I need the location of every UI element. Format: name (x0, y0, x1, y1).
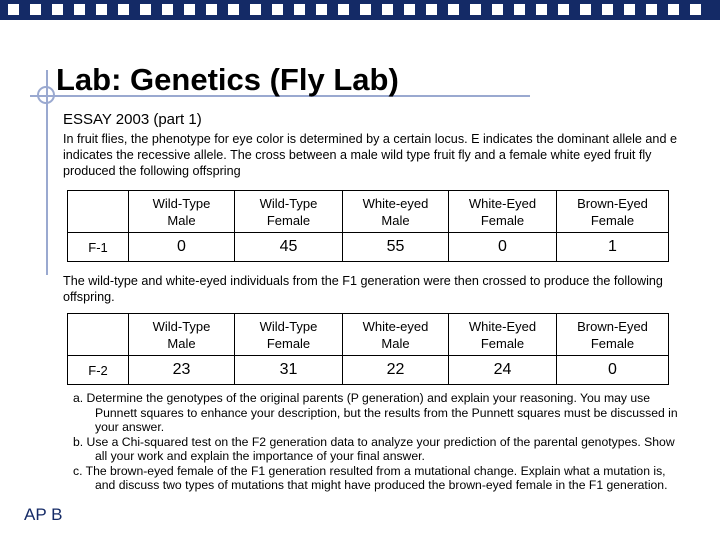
bar-square (426, 4, 437, 15)
data-cell: 31 (235, 356, 343, 385)
bar-square (118, 4, 129, 15)
table-row (68, 233, 669, 262)
slide-title: Lab: Genetics (Fly Lab) (56, 62, 399, 97)
bar-square (272, 4, 283, 15)
data-cell: 45 (235, 233, 343, 262)
question-list (66, 391, 686, 493)
data-cell: 1 (557, 233, 669, 262)
bar-square (646, 4, 657, 15)
bar-square (514, 4, 525, 15)
column-header: Wild-Type Male (129, 191, 235, 233)
footer-label: AP B (24, 505, 63, 524)
bar-square (250, 4, 261, 15)
data-cell: 24 (449, 356, 557, 385)
bar-square (580, 4, 591, 15)
column-header: Wild-Type Male (129, 314, 235, 356)
bar-square (624, 4, 635, 15)
data-cell: 0 (449, 233, 557, 262)
data-cell: 55 (343, 233, 449, 262)
empty-header-cell (68, 314, 129, 356)
bar-square (470, 4, 481, 15)
top-decorative-bar (0, 0, 720, 20)
bar-square (140, 4, 151, 15)
row-label: F-2 (68, 356, 129, 385)
column-header: Brown-Eyed Female (557, 314, 669, 356)
bar-square (448, 4, 459, 15)
data-cell: 22 (343, 356, 449, 385)
data-cell: 0 (129, 233, 235, 262)
bar-square (228, 4, 239, 15)
column-header: White-Eyed Female (449, 191, 557, 233)
bar-square (52, 4, 63, 15)
column-header: Brown-Eyed Female (557, 191, 669, 233)
bar-square (30, 4, 41, 15)
question-a: a. Determine the genotypes of the original parents (P generation) and explain your reasoning. You may use Punnett squares to enhance your description, but the results from the Punnett squares must be discussed in your answer. (73, 391, 678, 434)
column-header: White-Eyed Female (449, 314, 557, 356)
empty-header-cell (68, 191, 129, 233)
question-c: c. The brown-eyed female of the F1 generation resulted from a mutational change. Explain what a mutation is, and discuss two types of mutations that might have produced the brown-eyed female in the F1 generation. (73, 463, 668, 492)
f2-results-table (67, 313, 669, 385)
bar-square (690, 4, 701, 15)
column-header: White-eyed Male (343, 191, 449, 233)
bar-square (316, 4, 327, 15)
bar-square (206, 4, 217, 15)
bar-square (338, 4, 349, 15)
column-header: Wild-Type Female (235, 191, 343, 233)
f1-results-table (67, 190, 669, 262)
bar-square (8, 4, 19, 15)
column-header: Wild-Type Female (235, 314, 343, 356)
bar-square (184, 4, 195, 15)
table-row (68, 356, 669, 385)
crosshair-circle-icon (37, 86, 55, 104)
bar-square (404, 4, 415, 15)
bar-square (74, 4, 85, 15)
bar-square (668, 4, 679, 15)
bar-square (492, 4, 503, 15)
bar-square (536, 4, 547, 15)
bar-square (360, 4, 371, 15)
bar-square (602, 4, 613, 15)
data-cell: 23 (129, 356, 235, 385)
data-cell: 0 (557, 356, 669, 385)
bar-square (558, 4, 569, 15)
second-paragraph: The wild-type and white-eyed individuals from the F1 generation were then crossed to produce the following offspring. (63, 274, 663, 304)
bar-square (162, 4, 173, 15)
slide-subtitle: ESSAY 2003 (part 1) (63, 111, 202, 128)
row-label: F-1 (68, 233, 129, 262)
bar-square (96, 4, 107, 15)
column-header: White-eyed Male (343, 314, 449, 356)
bar-square (382, 4, 393, 15)
bar-square (294, 4, 305, 15)
intro-paragraph: In fruit flies, the phenotype for eye color is determined by a certain locus. E indicates the dominant allele and e indicates the recessive allele. The cross between a male wild type fruit fly and a female white eyed fruit fly produced the following offspring (63, 132, 677, 178)
question-b: b. Use a Chi-squared test on the F2 generation data to analyze your prediction of the parental genotypes. Show all your work and explain the importance of your final answer. (73, 434, 675, 463)
